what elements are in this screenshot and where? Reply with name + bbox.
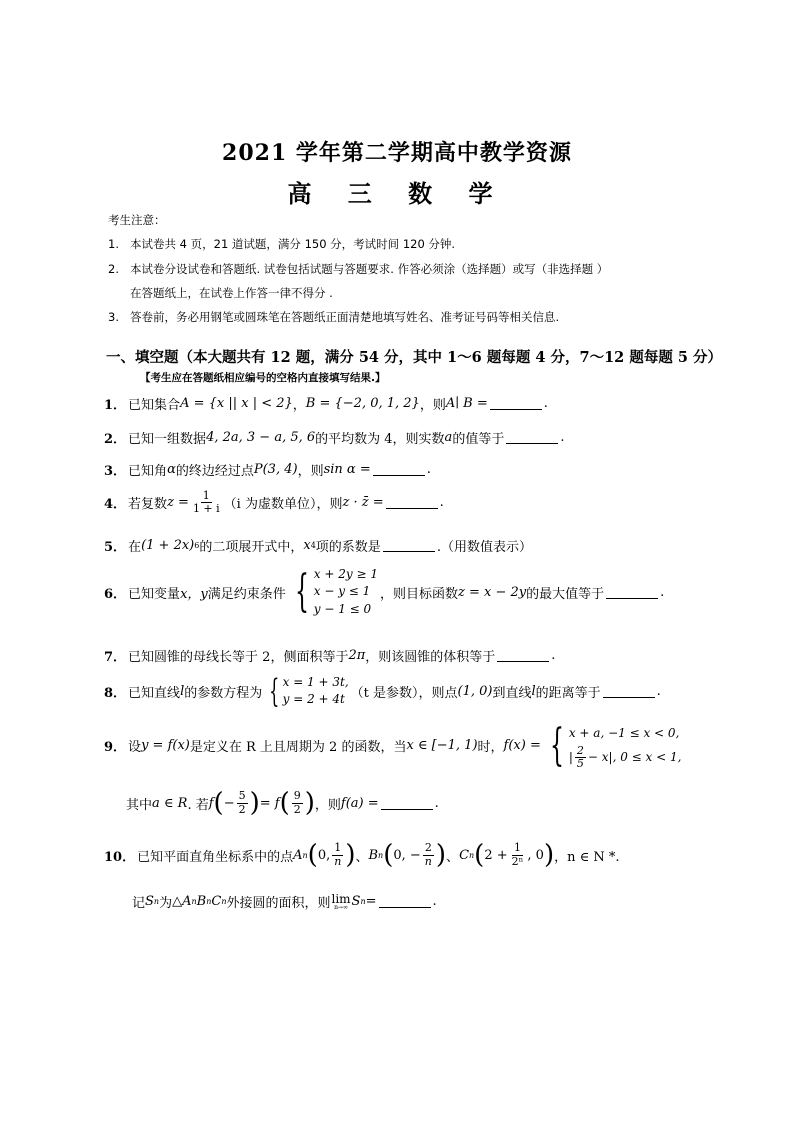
fraction-numerator: 2 <box>424 841 432 855</box>
math-expr: − x|, 0 ≤ x < 1, <box>587 749 682 764</box>
math-expr: f <box>208 795 214 811</box>
right-paren: ) <box>435 840 447 870</box>
question-text: 已知直线 <box>128 685 181 701</box>
question-text: 、 <box>355 849 369 865</box>
fraction <box>423 842 434 867</box>
math-expr: 2π <box>348 648 366 663</box>
math-expr: l <box>531 683 536 699</box>
question-9 <box>104 719 683 771</box>
math-expr: z = x − 2y <box>457 584 527 600</box>
question-text: .（用数值表示） <box>436 540 532 555</box>
math-expr: B <box>196 894 207 909</box>
math-expr: = <box>365 894 377 909</box>
equation-row: y = 2 + 4t <box>282 692 345 707</box>
answer-blank[interactable] <box>603 685 655 698</box>
left-paren: ( <box>474 840 485 870</box>
question-text: 已知圆锥的母线长等于 2，侧面积等于 <box>128 650 349 665</box>
question-text: ，则 <box>314 797 341 813</box>
question-number: 2． <box>104 432 127 447</box>
question-number: 7． <box>104 650 127 665</box>
note-item-1 <box>108 236 455 252</box>
constraint-row: x + 2y ≥ 1 <box>313 567 378 581</box>
math-expr: S <box>351 894 361 909</box>
question-2 <box>104 428 564 447</box>
answer-blank[interactable] <box>386 496 438 509</box>
constraint-row: x − y ≤ 1 <box>313 584 371 599</box>
question-number: 3． <box>104 464 127 479</box>
question-text: 项的系数是 <box>315 540 381 555</box>
question-9-continued <box>126 790 439 816</box>
question-text: 的平均数为 4，则实数 <box>315 432 445 447</box>
math-expr: f(a) = <box>340 795 379 811</box>
note-item-2-continued: 在答题纸上，在试卷上作答一律不得分 . <box>130 286 333 300</box>
math-expr: x ∈ [−1, 1) <box>406 738 478 754</box>
left-paren: ( <box>213 788 224 818</box>
math-expr: 0, <box>317 847 331 863</box>
question-number: 9． <box>104 740 127 756</box>
fraction-numerator: 1 <box>514 841 521 855</box>
question-text: . <box>551 648 556 663</box>
question-text: 设 <box>128 740 142 756</box>
subscript: n <box>469 850 475 860</box>
left-brace: { <box>294 566 309 618</box>
answer-blank[interactable] <box>490 397 542 410</box>
question-text: ，则目标函数 <box>379 586 458 602</box>
question-text: 到直线 <box>492 685 532 701</box>
subscript: n <box>206 897 212 906</box>
fraction-denominator: 2 <box>293 802 301 816</box>
question-text: 满足约束条件 <box>207 586 286 602</box>
subscript: n <box>221 897 227 906</box>
limit-operator <box>331 893 350 911</box>
exam-title: 2021 学年第二学期高中教学资源 <box>222 140 572 166</box>
parametric-system <box>264 674 348 709</box>
exam-subject: 高 三 数 学 <box>287 179 507 208</box>
math-expr: a <box>444 430 453 445</box>
note-item-3 <box>108 309 559 325</box>
fraction-numerator: 1 <box>334 841 342 855</box>
note-item-2 <box>108 261 608 277</box>
math-expr: a ∈ R <box>152 795 188 811</box>
question-text: 已知集合 <box>128 398 181 413</box>
question-text: . <box>560 430 565 445</box>
math-expr: x，y <box>180 586 208 602</box>
question-text: （t 是参数），则点 <box>350 685 458 701</box>
subscript: n <box>191 897 197 906</box>
math-expr: C <box>459 847 470 863</box>
answer-blank[interactable] <box>379 895 431 908</box>
question-text: . <box>543 396 548 411</box>
question-10-continued <box>132 892 437 911</box>
note-text: 答卷前，务必用钢笔或圆珠笔在答题纸正面清楚地填写姓名、准考证号码等相关信息. <box>130 310 560 324</box>
question-text: 的最大值等于 <box>526 586 605 602</box>
math-expr: x <box>303 538 311 553</box>
right-paren: ) <box>249 788 260 818</box>
note-text: 本试卷分设试卷和答题纸. 试卷包括试题与答题要求. 作答必须涂（选择题）或写（非选择题 ） <box>130 262 609 276</box>
question-text: . <box>660 584 665 600</box>
math-expr: z = <box>167 495 189 511</box>
section-hint: 【考生应在答题纸相应编号的空格内直接填写结果.】 <box>140 372 386 384</box>
math-expr: 2 + <box>484 847 508 863</box>
answer-blank[interactable] <box>373 463 425 476</box>
left-paren: ( <box>383 840 394 870</box>
math-expr: 4, 2a, 3 − a, 5, 6 <box>206 430 316 445</box>
math-expr: α <box>167 462 176 477</box>
section-title: 一、填空题（本大题共有 12 题，满分 54 分，其中 1～6 题每题 4 分，7～12 题每题 5 分） <box>106 349 723 366</box>
question-text: 的值等于 <box>452 432 505 447</box>
question-text: 的参数方程为 <box>184 685 263 701</box>
question-text: . <box>426 462 431 477</box>
constraint-system <box>288 566 378 618</box>
left-paren: ( <box>279 788 290 818</box>
equation-row: x = 1 + 3t, <box>282 675 349 689</box>
math-expr: A = {x || x | < 2} <box>180 396 293 411</box>
math-expr: A∣ B = <box>445 396 488 411</box>
question-number: 4． <box>104 497 127 513</box>
answer-blank[interactable] <box>381 797 433 810</box>
math-expr: y = f(x) <box>141 738 190 754</box>
question-text: ， <box>292 398 306 413</box>
subscript: n <box>153 897 160 906</box>
math-expr: 0, − <box>393 847 421 863</box>
math-expr: S <box>145 894 154 909</box>
math-expr: = f <box>259 795 280 811</box>
question-number: 6． <box>104 586 127 602</box>
minus-sign: − <box>223 795 235 811</box>
fraction-denominator: 2 <box>238 802 246 816</box>
piecewise-system <box>543 719 682 771</box>
question-text: 的距离等于 <box>535 685 601 701</box>
question-text: . 若 <box>187 797 209 813</box>
question-text: ，则 <box>419 398 446 413</box>
answer-blank[interactable] <box>497 649 549 662</box>
subscript: n <box>302 850 308 860</box>
question-text: ，则该圆锥的体积等于 <box>365 650 496 665</box>
math-expr: (1 + 2x) <box>141 538 195 553</box>
question-5 <box>104 536 532 555</box>
question-text: 时， <box>477 740 504 756</box>
constraint-row: y − 1 ≤ 0 <box>313 601 372 616</box>
math-expr: z · z̄ = <box>342 495 384 511</box>
question-text: 、 <box>446 849 460 865</box>
math-expr: B = {−2, 0, 1, 2} <box>305 396 420 411</box>
question-text: 若复数 <box>128 497 168 513</box>
piecewise-row: x + a, −1 ≤ x < 0, <box>568 726 680 740</box>
math-expr: A <box>293 847 303 863</box>
question-text: 是定义在 R 上且周期为 2 的函数，当 <box>189 740 407 756</box>
question-text: ，n ∈ N *. <box>554 849 620 865</box>
fraction <box>292 790 303 815</box>
subscript: n <box>378 850 384 860</box>
question-text: . <box>439 495 444 511</box>
question-text: . <box>656 683 661 699</box>
fraction-numerator: 2 <box>576 743 584 757</box>
question-text: 其中 <box>126 797 153 813</box>
right-paren: ) <box>345 840 356 870</box>
note-number: 1. <box>108 237 119 251</box>
question-8 <box>104 674 661 709</box>
question-3 <box>104 460 431 479</box>
question-text: 已知变量 <box>128 586 181 602</box>
question-text: 在 <box>128 540 142 555</box>
math-expr: △A <box>172 894 192 909</box>
fraction-denominator: 2ⁿ <box>511 854 524 868</box>
question-number: 1． <box>104 398 127 413</box>
fraction-denominator: 1 + i <box>192 502 220 516</box>
left-brace: { <box>549 719 564 771</box>
right-paren: ) <box>304 788 315 818</box>
fraction <box>237 790 248 815</box>
fraction-denominator: n <box>334 854 342 868</box>
question-text: 为 <box>159 896 173 911</box>
answer-blank[interactable] <box>506 431 558 444</box>
limit-subscript: n→∞ <box>334 903 348 911</box>
limit-label: lim <box>331 891 351 906</box>
question-6 <box>104 566 664 618</box>
question-text: 的终边经过点 <box>175 464 254 479</box>
question-text: 已知平面直角坐标系中的点 <box>137 849 294 865</box>
math-expr: sin α = <box>323 462 371 477</box>
abs-bar: | <box>568 749 573 764</box>
question-text: . <box>432 894 437 909</box>
fraction <box>575 745 586 770</box>
question-text: 的二项展开式中， <box>199 540 304 555</box>
fraction-numerator: 9 <box>293 789 301 803</box>
subscript: n <box>360 897 366 906</box>
answer-blank[interactable] <box>606 586 658 599</box>
exponent: 4 <box>310 541 316 550</box>
math-expr: , 0 <box>527 847 544 863</box>
question-1 <box>104 394 548 413</box>
question-number: 8． <box>104 685 127 701</box>
math-expr: C <box>211 894 222 909</box>
math-expr: l <box>180 683 185 699</box>
notes-heading: 考生注意： <box>108 213 166 227</box>
question-7 <box>104 646 555 665</box>
math-expr: f(x) = <box>503 738 541 754</box>
left-brace: { <box>269 672 280 711</box>
math-expr: P(3, 4) <box>253 462 298 477</box>
question-text: 记 <box>132 896 146 911</box>
note-number: 2. <box>108 262 119 276</box>
question-4 <box>104 490 444 515</box>
fraction-denominator: n <box>424 854 432 868</box>
question-number: 5． <box>104 540 127 555</box>
fraction-numerator: 5 <box>238 789 246 803</box>
fraction-denominator: 5 <box>576 756 584 770</box>
question-text: 外接圆的面积，则 <box>226 896 331 911</box>
piecewise-row <box>569 745 682 770</box>
question-text: 已知一组数据 <box>128 432 207 447</box>
answer-blank[interactable] <box>383 539 435 552</box>
question-text: （i 为虚数单位），则 <box>223 497 343 513</box>
question-10 <box>104 842 620 868</box>
question-text: 已知角 <box>128 464 168 479</box>
math-expr: B <box>368 847 379 863</box>
fraction <box>332 842 343 867</box>
left-paren: ( <box>307 840 318 870</box>
fraction <box>510 842 526 867</box>
note-text: 本试卷共 4 页，21 道试题，满分 150 分，考试时间 120 分钟. <box>130 237 456 251</box>
fraction-numerator: 1 <box>202 489 210 502</box>
math-expr: (1, 0) <box>457 683 493 699</box>
question-text: . <box>434 795 439 811</box>
question-number: 10． <box>104 849 136 865</box>
right-paren: ) <box>543 840 555 870</box>
note-number: 3. <box>108 310 119 324</box>
exponent: 6 <box>194 541 200 550</box>
question-text: ，则 <box>297 464 324 479</box>
fraction <box>191 490 222 515</box>
